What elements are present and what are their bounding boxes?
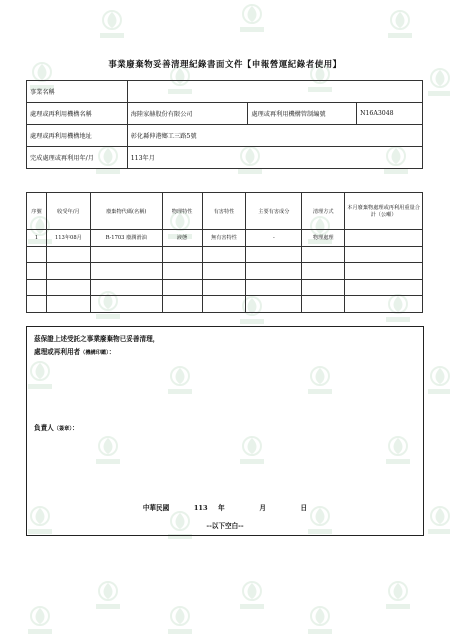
col-header: 物理特性 xyxy=(162,193,202,230)
colon: ： xyxy=(108,348,116,356)
table-cell xyxy=(90,296,162,313)
table-cell: - xyxy=(246,230,302,247)
table-cell xyxy=(345,230,423,247)
col-header: 主要有害成分 xyxy=(246,193,302,230)
table-cell xyxy=(162,263,202,280)
complete-date-label: 完成處理或再利用年/月 xyxy=(27,147,128,169)
date-day-unit: 日 xyxy=(300,504,308,512)
info-table xyxy=(26,80,423,169)
table-cell xyxy=(27,296,47,313)
table-cell xyxy=(90,246,162,263)
table-cell xyxy=(302,263,345,280)
table-row xyxy=(27,263,423,280)
table-cell xyxy=(90,279,162,296)
table-cell xyxy=(27,246,47,263)
table-cell xyxy=(202,296,246,313)
responsible-label: 負責人 xyxy=(34,424,54,432)
table-cell xyxy=(46,246,90,263)
watermark-logo-icon xyxy=(160,600,200,640)
declaration-box xyxy=(26,326,424,536)
control-no-value: N16A3048 xyxy=(357,103,423,125)
watermark-logo-icon xyxy=(92,4,132,44)
col-header: 清理方式 xyxy=(302,193,345,230)
waste-table-header xyxy=(27,193,423,230)
table-row xyxy=(27,230,423,247)
table-cell: 液態 xyxy=(162,230,202,247)
table-cell xyxy=(46,296,90,313)
table-cell xyxy=(202,279,246,296)
table-row xyxy=(27,296,423,313)
responsible-person-line xyxy=(34,422,79,432)
watermark-logo-icon xyxy=(420,500,450,540)
watermark-logo-icon xyxy=(300,600,340,640)
seal-note: （機構印鑑） xyxy=(80,350,109,356)
date-year: 113 xyxy=(193,504,208,512)
colon: ： xyxy=(71,424,79,432)
declaration-statement: 茲保證上述受託之事業廢棄物已妥善清理， xyxy=(34,335,160,343)
processor-name-value: 海陸家赫股份有限公司 xyxy=(127,103,248,125)
waste-table xyxy=(26,192,423,313)
watermark-logo-icon xyxy=(380,4,420,44)
table-cell xyxy=(46,263,90,280)
complete-date-value: 113年月 xyxy=(127,147,422,169)
table-cell xyxy=(345,296,423,313)
control-no-label: 處理或再利用機構管制編號 xyxy=(248,103,357,125)
watermark-logo-icon xyxy=(20,600,60,640)
processor-signature-line xyxy=(34,346,115,356)
watermark-logo-icon xyxy=(232,0,272,38)
processor-name-label: 處理或再利用機構名稱 xyxy=(27,103,128,125)
watermark-logo-icon xyxy=(88,575,128,615)
table-cell xyxy=(345,279,423,296)
project-name-label: 事業名稱 xyxy=(27,81,128,103)
date-prefix: 中華民國 xyxy=(142,504,170,512)
table-cell: 1 xyxy=(27,230,47,247)
document-title: 事業廢棄物妥善清理紀錄書面文件【申報營運紀錄者使用】 xyxy=(108,59,342,69)
table-cell xyxy=(162,296,202,313)
sign-date xyxy=(27,502,423,512)
table-cell xyxy=(162,279,202,296)
date-year-unit: 年 xyxy=(218,504,225,512)
date-month-unit: 月 xyxy=(259,504,266,512)
table-cell xyxy=(345,246,423,263)
col-header: 廢棄物代碼(名稱) xyxy=(90,193,162,230)
watermark-logo-icon xyxy=(378,575,418,615)
table-cell xyxy=(246,279,302,296)
watermark-logo-icon xyxy=(420,360,450,400)
table-cell xyxy=(302,246,345,263)
table-cell: R-1703 廢潤滑油 xyxy=(90,230,162,247)
col-header: 本月廢棄物處理或再利用重量合計（公噸） xyxy=(345,193,423,230)
project-name-value xyxy=(127,81,422,103)
end-marker: --以下空白-- xyxy=(206,522,244,530)
address-value: 彰化縣伸港鄉工三路5號 xyxy=(127,125,422,147)
table-cell xyxy=(302,296,345,313)
table-cell xyxy=(246,296,302,313)
table-cell xyxy=(27,263,47,280)
table-cell: 113年08月 xyxy=(46,230,90,247)
table-cell xyxy=(46,279,90,296)
table-cell xyxy=(90,263,162,280)
col-header: 收受年/月 xyxy=(46,193,90,230)
table-cell: 無有害特性 xyxy=(202,230,246,247)
col-header: 有害特性 xyxy=(202,193,246,230)
table-cell xyxy=(302,279,345,296)
col-header: 序號 xyxy=(27,193,47,230)
processor-label: 處理或再利用者 xyxy=(34,348,81,356)
table-cell xyxy=(246,263,302,280)
table-row xyxy=(27,246,423,263)
table-row xyxy=(27,279,423,296)
table-cell xyxy=(345,263,423,280)
table-cell xyxy=(27,279,47,296)
signature-note: （簽章） xyxy=(53,426,72,432)
table-cell xyxy=(162,246,202,263)
table-cell xyxy=(202,246,246,263)
table-cell xyxy=(246,246,302,263)
address-label: 處理或再利用機構地址 xyxy=(27,125,128,147)
table-cell xyxy=(202,263,246,280)
table-cell: 物理處理 xyxy=(302,230,345,247)
watermark-logo-icon xyxy=(232,575,272,615)
